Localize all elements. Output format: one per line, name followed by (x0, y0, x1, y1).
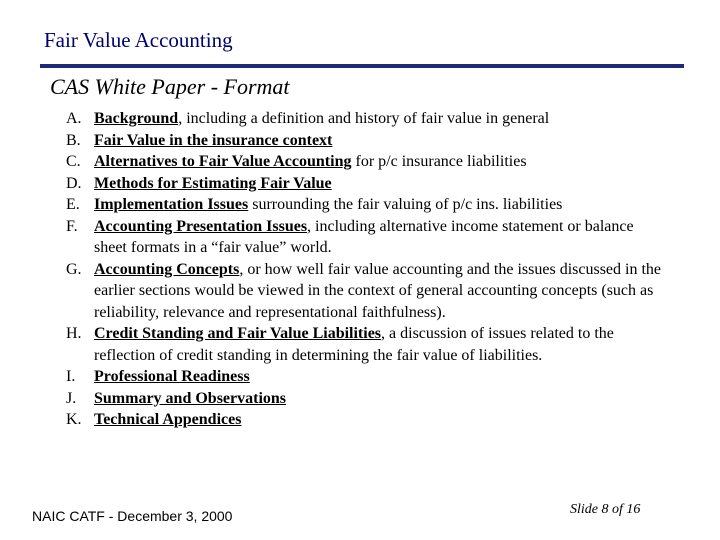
outline-item-i (66, 366, 666, 388)
outline-item-c (66, 151, 666, 173)
outline-item-d (66, 173, 666, 195)
outline-item-g (66, 259, 666, 324)
outline-marker: G. (66, 260, 82, 278)
outline-marker: I. (66, 368, 76, 385)
outline-marker: F. (66, 217, 78, 235)
slide-title: CAS White Paper - Format (50, 74, 290, 99)
outline-marker: B. (66, 131, 81, 149)
outline-text: , or how well fair value accounting and the issues discussed in the earlier sections would be viewed in the context of general accounting concepts (such as reliability, relevance and representational faithfulness). (94, 260, 662, 321)
outline-text: , a discussion of issues related to the reflection of credit standing in determining the fair value of liabilities. (94, 325, 614, 364)
outline-item-e (66, 194, 666, 216)
outline-term: Credit Standing and Fair Value Liabilities (94, 325, 382, 342)
outline-term: Fair Value in the insurance context (94, 131, 333, 149)
header-divider (40, 64, 684, 68)
outline-term: Alternatives to Fair Value Accounting (94, 153, 352, 170)
outline-term: Accounting Concepts (94, 260, 240, 278)
outline-item-f (66, 216, 666, 259)
outline-marker: E. (66, 196, 80, 213)
outline-term: Accounting Presentation Issues (94, 217, 308, 235)
outline-term: Professional Readiness (94, 368, 250, 385)
outline-marker: K. (66, 411, 82, 428)
outline-marker: C. (66, 153, 81, 170)
outline-text: , including alternative income statement or balance sheet formats in a “fair value” world. (94, 217, 634, 256)
outline-item-h (66, 323, 666, 366)
outline-term: Implementation Issues (94, 196, 249, 213)
outline-item-j (66, 388, 666, 410)
header-title: Fair Value Accounting (44, 28, 233, 52)
outline-item-b (66, 130, 666, 152)
outline-text: , including a definition and history of fair value in general (178, 110, 550, 127)
outline-marker: D. (66, 174, 82, 192)
outline-marker: H. (66, 325, 82, 342)
outline-text: for p/c insurance liabilities (351, 153, 527, 170)
slide-number: Slide 8 of 16 (570, 502, 641, 517)
outline-list (66, 108, 666, 431)
outline-marker: A. (66, 110, 82, 127)
outline-term: Background (94, 110, 179, 127)
outline-term: Summary and Observations (94, 389, 287, 407)
outline-term: Technical Appendices (94, 411, 242, 428)
outline-item-k (66, 409, 666, 431)
outline-marker: J. (66, 389, 77, 407)
footer-date: NAIC CATF - December 3, 2000 (32, 508, 233, 524)
outline-text: surrounding the fair valuing of p/c ins. liabilities (248, 196, 563, 213)
outline-term: Methods for Estimating Fair Value (94, 174, 332, 192)
outline-item-a (66, 108, 666, 130)
